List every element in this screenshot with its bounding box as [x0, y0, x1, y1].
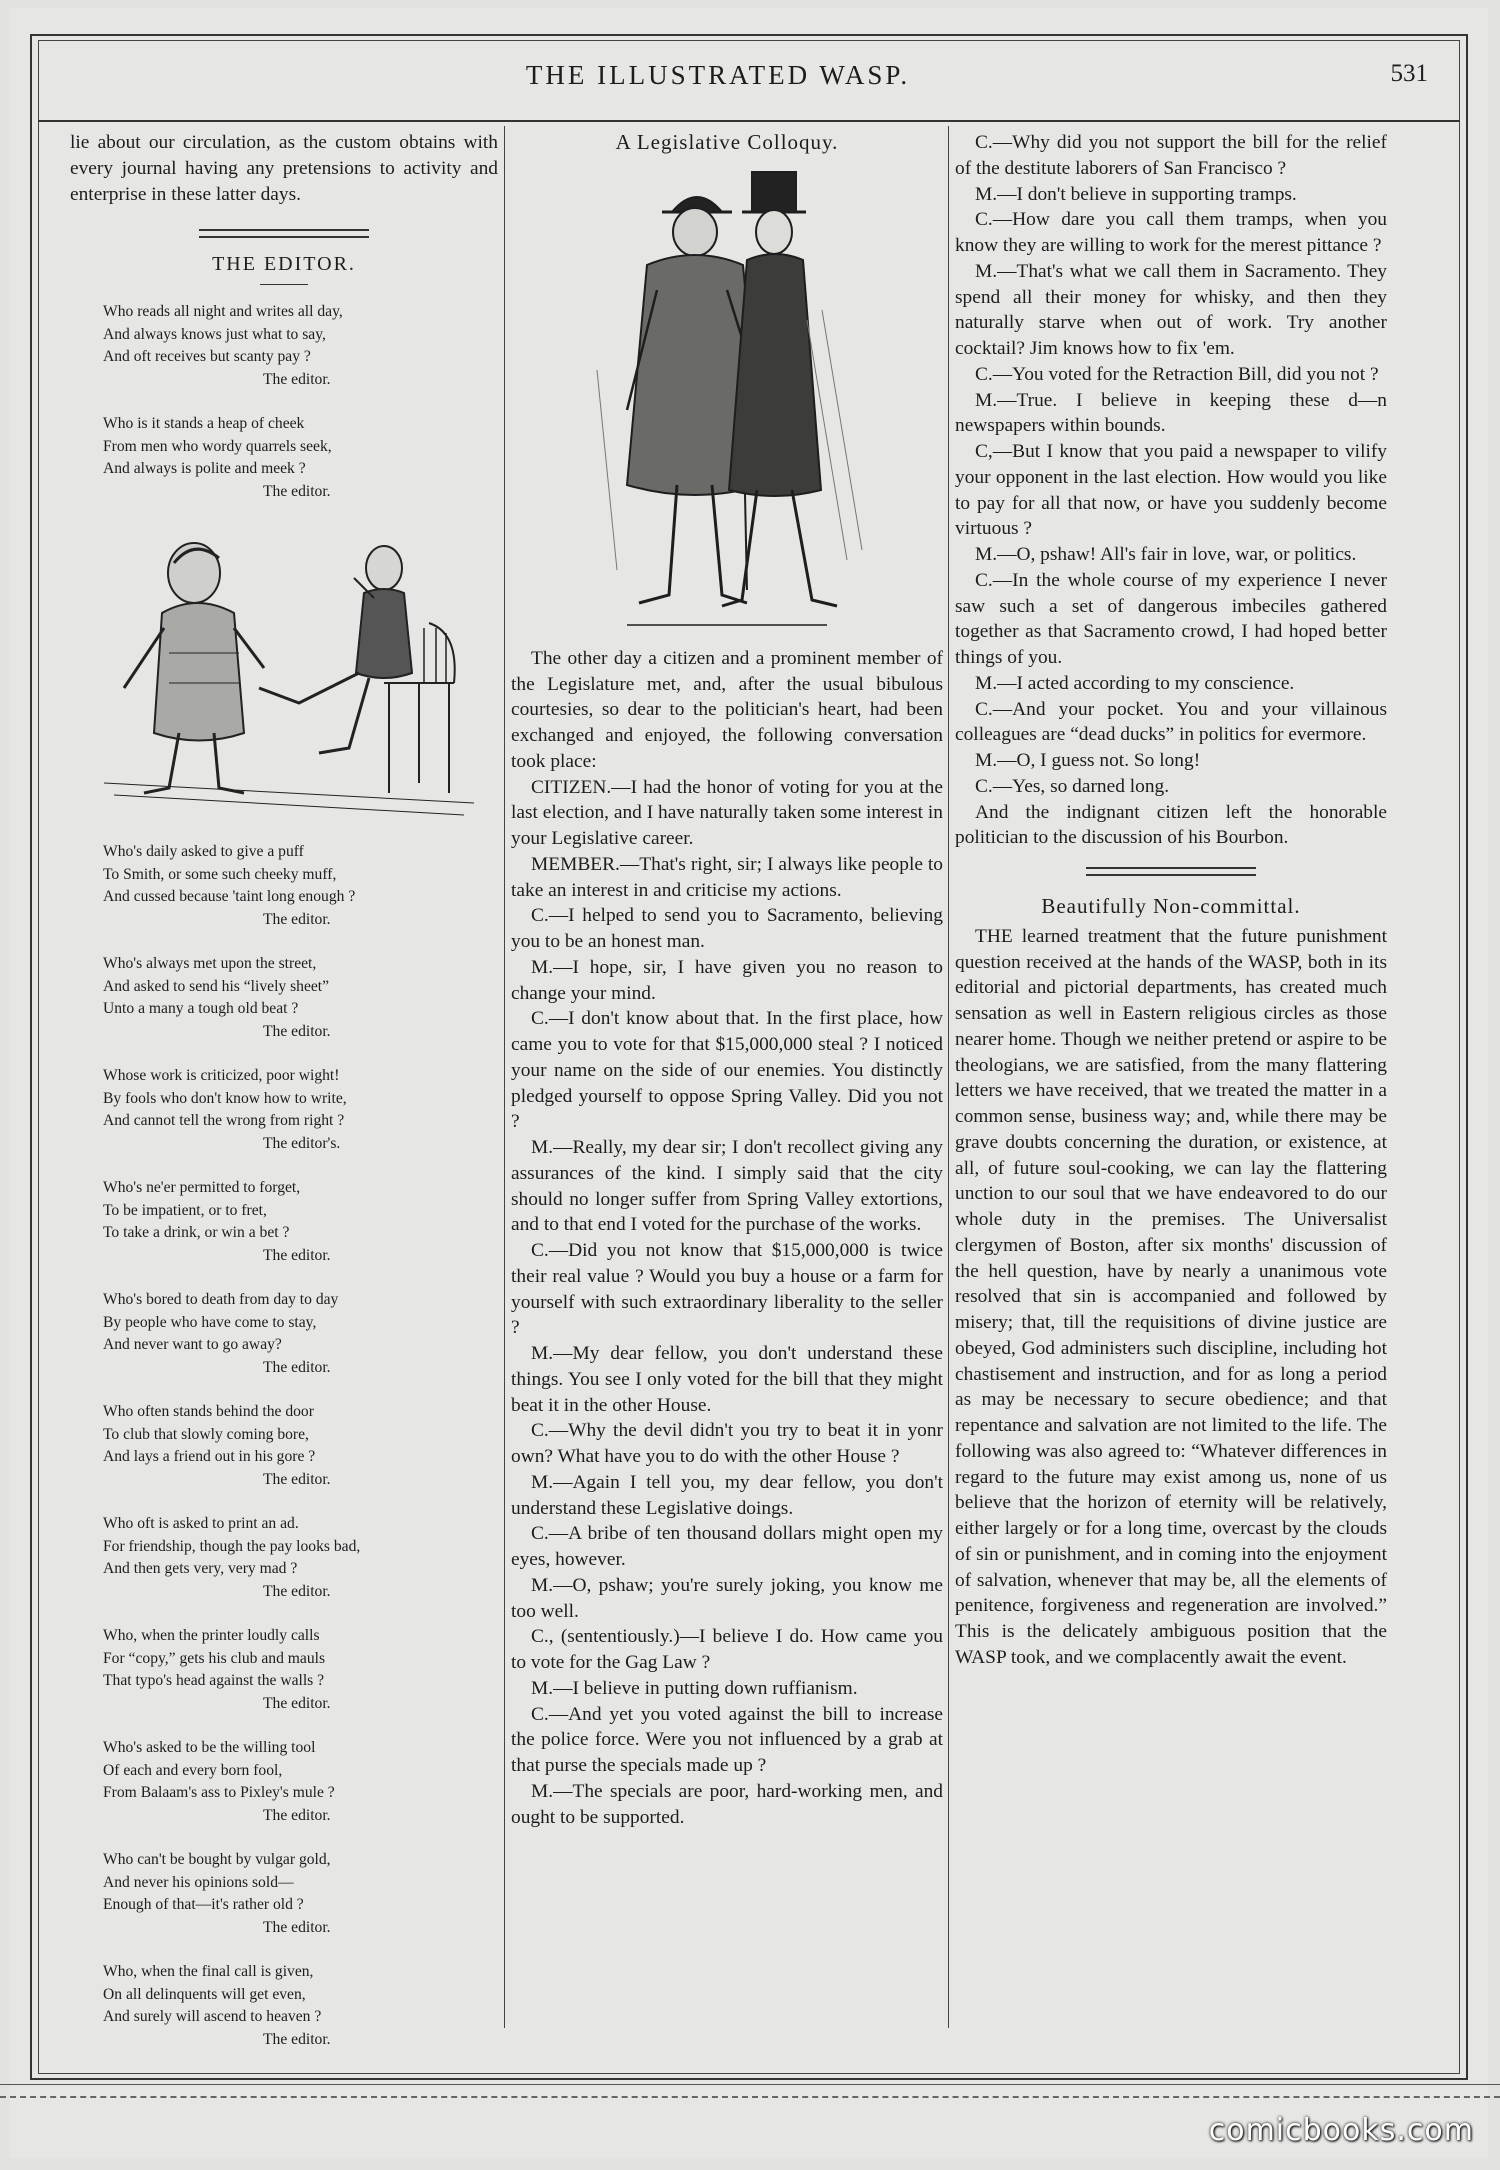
dialogue-paragraph: C.—A bribe of ten thousand dollars might open my eyes, however. — [511, 1523, 943, 1570]
verse-line: Who is it stands a heap of cheek — [103, 415, 305, 432]
dialogue-paragraph: C.—Yes, so darned long. — [975, 775, 1170, 797]
stanza — [103, 1849, 498, 1961]
header-rule — [38, 120, 1460, 122]
stanza-refrain: The editor. — [263, 1246, 331, 1264]
stanza-refrain: The editor. — [263, 910, 331, 928]
verse-line: For “copy,” gets his club and mauls — [103, 1649, 326, 1667]
verse-line: Of each and every born fool, — [103, 1761, 283, 1779]
dialogue-paragraph: C., (sententiously.)—I believe I do. How came you to vote for the Gag Law ? — [511, 1626, 943, 1673]
verse-line: Who's asked to be the willing tool — [103, 1739, 316, 1756]
stanza — [103, 1625, 498, 1737]
colloquy-text-part-1 — [511, 646, 943, 1831]
poem-stanzas-bottom — [103, 841, 498, 2073]
article-title-non-committal: Beautifully Non-committal. — [1041, 894, 1301, 918]
stanza — [103, 1065, 498, 1177]
dialogue-paragraph: M.—My dear fellow, you don't understand these things. You see I only voted for the bill that they might beat it in the other House. — [511, 1343, 943, 1416]
dialogue-paragraph: And the indignant citizen left the honorable politician to the discussion of his Bourbon. — [955, 801, 1387, 849]
verse-line: And always knows just what to say, — [103, 325, 326, 343]
stanza — [103, 301, 498, 413]
verse-line: Who, when the final call is given, — [103, 1963, 314, 1980]
colloquy-text-part-2 — [955, 130, 1387, 851]
column-1 — [70, 130, 498, 2073]
dialogue-paragraph: M.—Again I tell you, my dear fellow, you don't understand these Legislative doings. — [511, 1471, 943, 1519]
dialogue-paragraph: C.—Why did you not support the bill for the relief of the destitute laborers of San Francisco ? — [955, 132, 1387, 179]
stanza-refrain: The editor's. — [263, 1134, 341, 1152]
page-edge-perforation — [0, 2096, 1500, 2098]
verse-line: Enough of that—it's rather old ? — [103, 1896, 304, 1913]
verse-line: And never want to go away? — [103, 1336, 282, 1353]
verse-line: From Balaam's ass to Pixley's mule ? — [103, 1784, 335, 1801]
verse-line: By fools who don't know how to write, — [103, 1089, 347, 1107]
dialogue-paragraph: C.—How dare you call them tramps, when you know they are willing to work for the merest pittance ? — [955, 209, 1387, 256]
stanza-refrain: The editor. — [263, 1582, 331, 1600]
dialogue-paragraph: C.—Why the devil didn't you try to beat it in yonr own? What have you to do with the other House ? — [511, 1420, 943, 1467]
dialogue-paragraph: CITIZEN.—I had the honor of voting for you at the last election, and I have naturally taken some interest in your Legislative career. — [511, 776, 943, 849]
dialogue-paragraph: M.—O, pshaw! All's fair in love, war, or politics. — [975, 544, 1357, 565]
dialogue-paragraph: C.—I don't know about that. In the first place, how came you to vote for that $15,000,000 steal ? I noticed your name on the side of our enemies. You distinctly pledged yourself to oppose Spring Valley. Did you not ? — [511, 1008, 943, 1133]
dialogue-paragraph: C.—Did you not know that $15,000,000 is twice their real value ? Would you buy a house or a farm for yourself with such extraordinary liberality to the seller ? — [511, 1240, 943, 1339]
verse-line: Who's daily asked to give a puff — [103, 843, 304, 860]
verse-line: And surely will ascend to heaven ? — [103, 2008, 322, 2025]
stanza — [103, 1513, 498, 1625]
verse-line: And always is polite and meek ? — [103, 460, 306, 477]
dialogue-paragraph: C,—But I know that you paid a newspaper to vilify your opponent in the last election. How would you like to pay for all that now, or have you suddenly become virtuous ? — [955, 441, 1387, 540]
verse-line: And cussed because 'taint long enough ? — [103, 888, 356, 905]
dialogue-paragraph: C.—I helped to send you to Sacramento, believing you to be an honest man. — [511, 905, 943, 952]
stanza — [103, 1177, 498, 1289]
verse-line: Who, when the printer loudly calls — [103, 1627, 320, 1644]
running-head — [38, 58, 1428, 98]
verse-line: And never his opinions sold— — [103, 1873, 294, 1891]
dialogue-paragraph: M.—True. I believe in keeping these d—n newspapers within bounds. — [955, 389, 1387, 437]
dialogue-paragraph: C.—And your pocket. You and your villainous colleagues are “dead ducks” in politics for evermore. — [955, 698, 1387, 746]
watermark: comicbooks.com — [1208, 2113, 1474, 2148]
dialogue-paragraph: M.—O, pshaw; you're surely joking, you know me too well. — [511, 1574, 943, 1622]
stanza — [103, 1401, 498, 1513]
stanza-refrain: The editor. — [263, 1806, 331, 1824]
stanza — [103, 1289, 498, 1401]
dialogue-paragraph: M.—Really, my dear sir; I don't recollect giving any assurances of the kind. I simply said that the city should no longer suffer from Spring Valley extortions, and to that end I voted for the purchase of the works. — [511, 1137, 943, 1236]
verse-line: Unto a many a tough old beat ? — [103, 1000, 299, 1017]
stanza-refrain: The editor. — [263, 2030, 331, 2048]
article-title-colloquy: A Legislative Colloquy. — [615, 130, 839, 154]
verse-line: And oft receives but scanty pay ? — [103, 348, 311, 365]
page-edge-line — [0, 2084, 1500, 2085]
verse-line: Who's bored to death from day to day — [103, 1291, 339, 1308]
dialogue-paragraph: M.—I hope, sir, I have given you no reason to change your mind. — [511, 956, 943, 1004]
column-rule-1 — [504, 126, 505, 2028]
verse-line: Who often stands behind the door — [103, 1403, 314, 1420]
verse-line: To Smith, or some such cheeky muff, — [103, 865, 337, 883]
column-2 — [511, 130, 943, 1830]
verse-line: On all delinquents will get even, — [103, 1985, 306, 2003]
verse-line: Who's always met upon the street, — [103, 955, 317, 972]
dialogue-paragraph: M.—That's what we call them in Sacramento. They spend all their money for whisky, and then they naturally starve when out of work. Try another cocktail? Jim knows how to fix 'em. — [955, 260, 1387, 359]
dialogue-paragraph: M.—I believe in putting down ruffianism. — [531, 1677, 858, 1699]
verse-line: By people who have come to stay, — [103, 1313, 317, 1331]
stanza-refrain: The editor. — [263, 1470, 331, 1488]
stanza-refrain: The editor. — [263, 370, 331, 388]
dialogue-paragraph: M.—The specials are poor, hard-working men, and ought to be supported. — [511, 1780, 943, 1828]
verse-line: And asked to send his “lively sheet” — [103, 977, 330, 995]
magazine-title: THE ILLUSTRATED WASP. — [525, 60, 911, 90]
verse-line: Who oft is asked to print an ad. — [103, 1515, 299, 1532]
verse-line: For friendship, though the pay looks bad, — [103, 1537, 361, 1555]
dialogue-paragraph: M.—I acted according to my conscience. — [975, 672, 1295, 694]
stanza-refrain: The editor. — [263, 1358, 331, 1376]
dialogue-paragraph: C.—You voted for the Retraction Bill, did you not ? — [975, 363, 1379, 385]
column-rule-2 — [948, 126, 949, 2028]
verse-line: And then gets very, very mad ? — [103, 1560, 298, 1577]
dialogue-paragraph: M.—I don't believe in supporting tramps. — [975, 183, 1297, 205]
dialogue-paragraph: MEMBER.—That's right, sir; I always like people to take an interest in and criticise my actions. — [511, 853, 943, 901]
non-committal-article: THE learned treatment that the future punishment question received at the hands of the WASP, both in its editorial and pictorial departments, has created much sensation as well in Eastern religious circles as those nearer home. Though we neither pretend or aspire to be theologians, we are satisfied, from the many flattering letters we have received, that we treated the matter in a common sense, business way; and, while there may be grave doubts concerning the duration, or existence, at all, of future soul-cooking, we can lay the flattering unction to our soul that we have endeavored to do our whole duty in the premises. The Universalist clergymen of Boston, after six months' discussion of the hell question, have by nearly a unanimous vote resolved that sin is accompanied and followed by misery; that, till the requisitions of divine justice are obeyed, God administers such discipline, including hot chastisement and instruction, and for as long a period as may be necessary to secure obedience; and that repentance and salvation are not limited to the life. The following was also agreed to: “Whatever differences in regard to the future may exist among us, none of us believe that the horizon of eternity will be relatively, either largely or for a long time, overcast by the clouds of sin or punishment, and in coming into the enjoyment of salvation, whenever that may be, all the elements of penitence, forgiveness and regeneration are involved.” This is the delicately ambiguous position that the WASP took, and we complacently await the event. — [955, 925, 1387, 1668]
verse-line: To club that slowly coming bore, — [103, 1425, 309, 1443]
verse-line: Who can't be bought by vulgar gold, — [103, 1851, 331, 1868]
verse-line: Who reads all night and writes all day, — [103, 303, 343, 320]
editor-cartoon-illustration — [84, 533, 484, 823]
section-rule — [199, 229, 369, 238]
poem-title: THE EDITOR. — [212, 253, 356, 276]
legislative-colloquy-illustration — [577, 170, 877, 640]
verse-line: And cannot tell the wrong from right ? — [103, 1112, 345, 1129]
verse-line: That typo's head against the walls ? — [103, 1672, 325, 1689]
verse-line: From men who wordy quarrels seek, — [103, 437, 332, 455]
column-3 — [955, 130, 1387, 1671]
stanza — [103, 841, 498, 953]
stanza — [103, 1737, 498, 1849]
stanza-refrain: The editor. — [263, 1694, 331, 1712]
verse-line: Who's ne'er permitted to forget, — [103, 1179, 301, 1196]
stanza — [103, 1961, 498, 2073]
verse-line: To be impatient, or to fret, — [103, 1201, 267, 1219]
poem-stanzas-top — [103, 301, 498, 525]
intro-paragraph: lie about our circulation, as the custom obtains with every journal having any pretensions to activity and enterprise in these latter days. — [70, 132, 498, 205]
stanza-refrain: The editor. — [263, 1022, 331, 1040]
dialogue-paragraph: C.—In the whole course of my experience I never saw such a set of dangerous imbeciles gathered together as that Sacramento crowd, I had hoped better things of you. — [955, 569, 1387, 668]
stanza-refrain: The editor. — [263, 1918, 331, 1936]
stanza — [103, 413, 498, 525]
dialogue-paragraph: M.—O, I guess not. So long! — [975, 750, 1201, 771]
dialogue-paragraph: The other day a citizen and a prominent member of the Legislature met, and, after the usual bibulous courtesies, so dear to the politician's heart, had been exchanged and enjoyed, the following conversation took place: — [511, 647, 943, 772]
stanza — [103, 953, 498, 1065]
section-rule-2 — [1086, 867, 1256, 876]
verse-line: To take a drink, or win a bet ? — [103, 1224, 290, 1241]
stanza-refrain: The editor. — [263, 482, 331, 500]
verse-line: And lays a friend out in his gore ? — [103, 1448, 316, 1465]
page-number: 531 — [1390, 60, 1428, 87]
dialogue-paragraph: C.—And yet you voted against the bill to increase the police force. Were you not influenced by a grab at that purse the specials made up ? — [511, 1703, 943, 1776]
verse-line: Whose work is criticized, poor wight! — [103, 1067, 340, 1084]
